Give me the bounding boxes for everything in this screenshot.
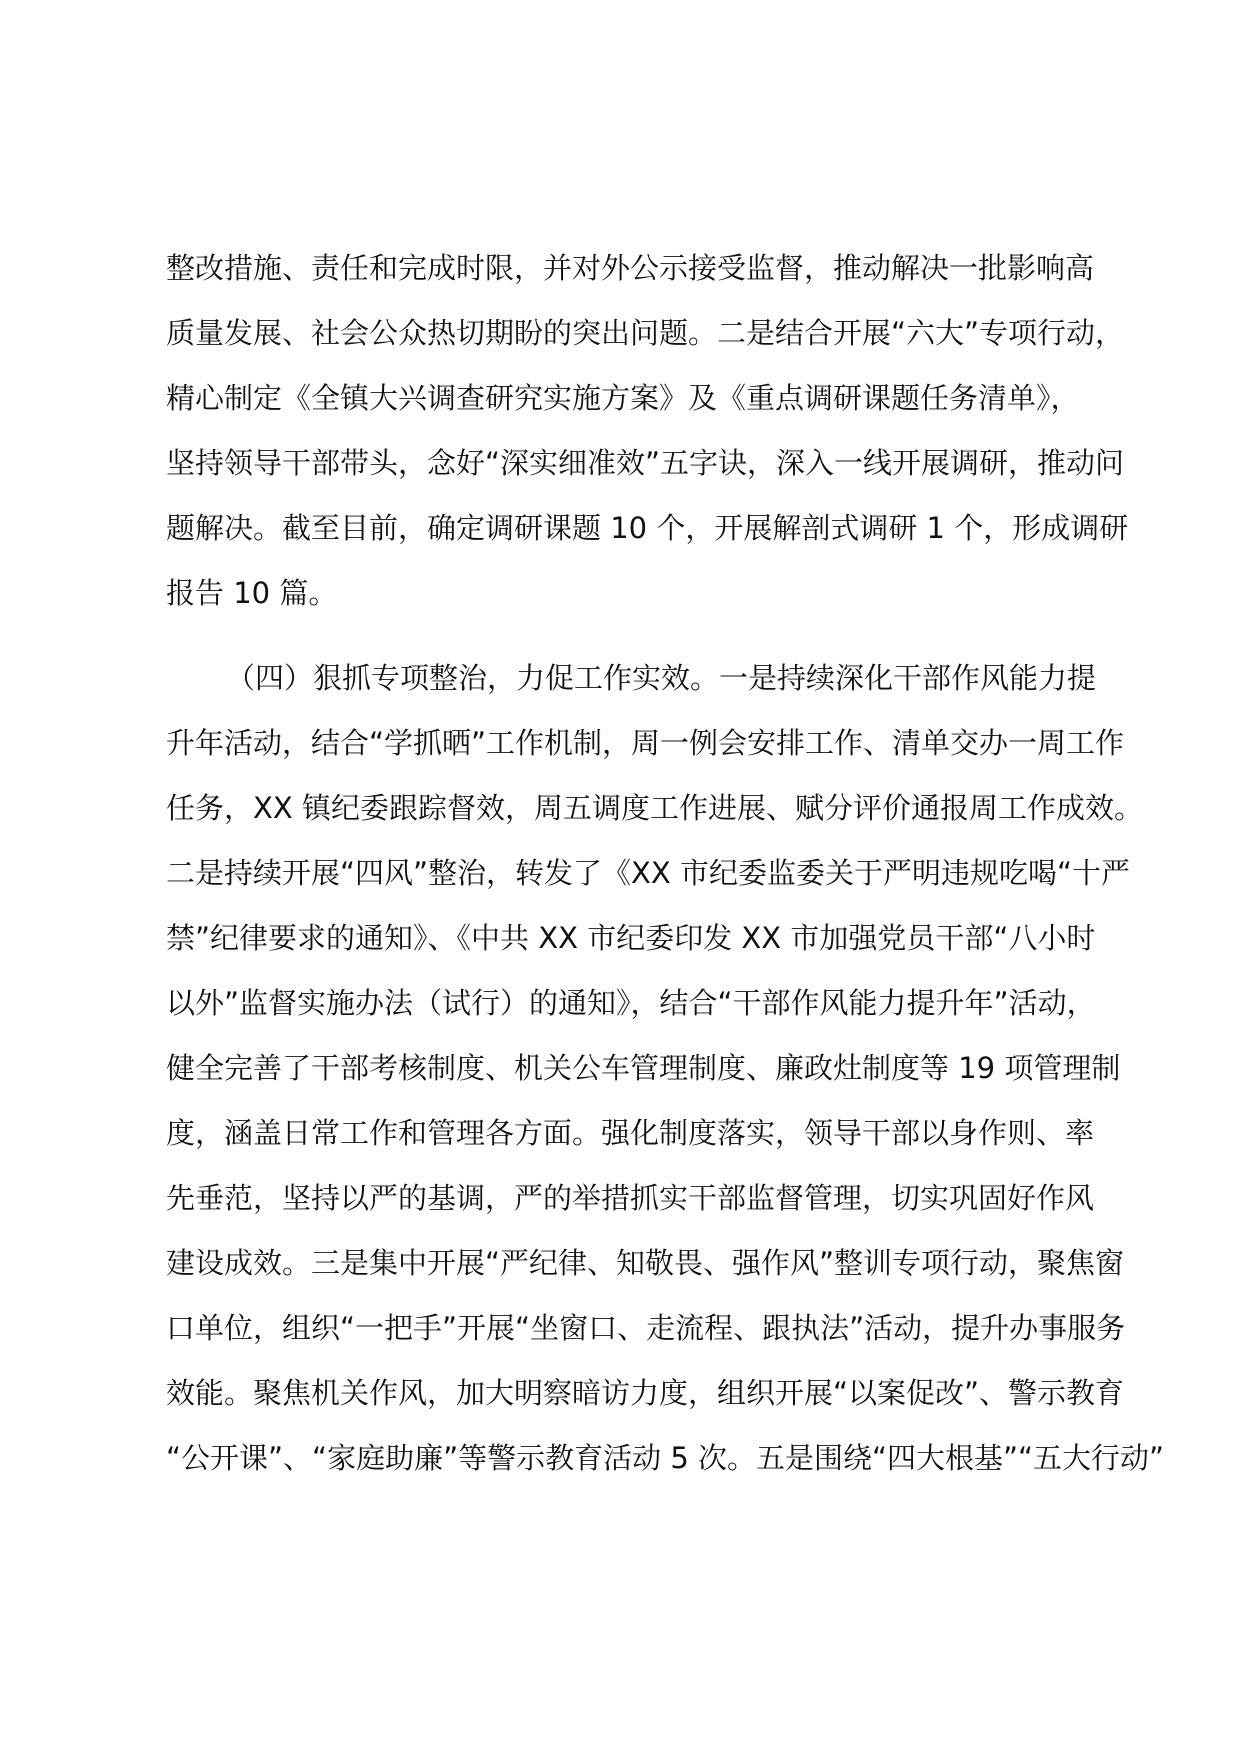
text-line: 质量发展、社会公众热切期盼的突出问题。二是结合开展“六大”专项行动， [166, 316, 1125, 350]
text-line: “公开课”、“家庭助廉”等警示教育活动 5 次。五是围绕“四大根基”“五大行动” [166, 1441, 1165, 1475]
text-line: 二是持续开展“四风”整治，转发了《XX 市纪委监委关于严明违规吃喝“十严 [166, 856, 1131, 890]
section-heading-line: （四）狠抓专项整治，力促工作实效。一是持续深化干部作风能力提 [226, 661, 1097, 695]
text-line: 整改措施、责任和完成时限，并对外公示接受监督，推动解决一批影响高 [166, 251, 1095, 285]
text-line: 任务，XX 镇纪委跟踪督效，周五调度工作进展、赋分评价通报周工作成效。 [166, 791, 1143, 825]
text-line: 度，涵盖日常工作和管理各方面。强化制度落实，领导干部以身作则、率 [166, 1116, 1095, 1150]
text-line: 先垂范，坚持以严的基调，严的举措抓实干部监督管理，切实巩固好作风 [166, 1181, 1095, 1215]
text-line: 报告 10 篇。 [166, 576, 338, 610]
text-line: 精心制定《全镇大兴调查研究实施方案》及《重点调研课题任务清单》， [166, 381, 1080, 415]
text-line: 口单位，组织“一把手”开展“坐窗口、走流程、跟执法”活动，提升办事服务 [166, 1311, 1126, 1345]
text-line: 升年活动，结合“学抓晒”工作机制，周一例会安排工作、清单交办一周工作 [166, 726, 1125, 760]
text-line: 题解决。截至目前，确定调研课题 10 个，开展解剖式调研 1 个，形成调研 [166, 511, 1129, 545]
text-line: 坚持领导干部带头，念好“深实细准效”五字诀，深入一线开展调研，推动问 [166, 446, 1125, 480]
text-line: 效能。聚焦机关作风，加大明察暗访力度，组织开展“以案促改”、警示教育 [166, 1376, 1125, 1410]
text-line: 健全完善了干部考核制度、机关公车管理制度、廉政灶制度等 19 项管理制 [166, 1051, 1121, 1085]
text-line: 建设成效。三是集中开展“严纪律、知敬畏、强作风”整训专项行动，聚焦窗 [166, 1246, 1125, 1280]
text-line: 以外”监督实施办法（试行）的通知》，结合“干部作风能力提升年”活动， [166, 986, 1096, 1020]
text-line: 禁”纪律要求的通知》、《中共 XX 市纪委印发 XX 市加强党员干部“八小时 [166, 921, 1096, 955]
